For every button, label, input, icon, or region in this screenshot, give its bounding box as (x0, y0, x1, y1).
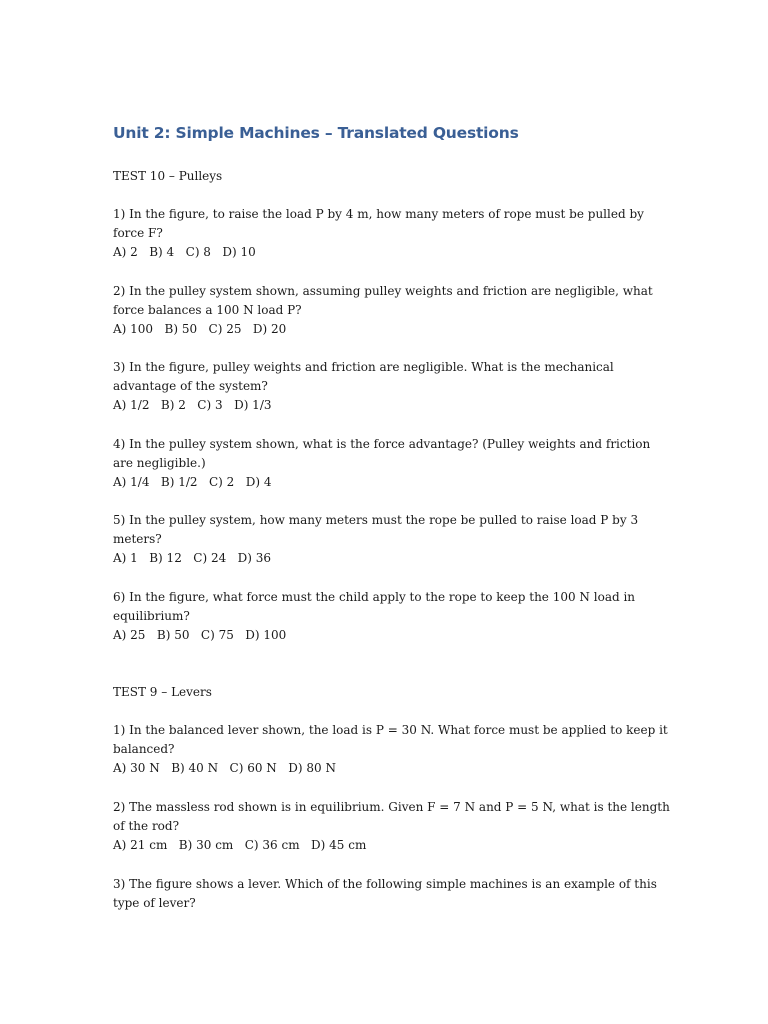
question-pulleys-5 (113, 511, 673, 568)
question-levers-2 (113, 798, 673, 855)
question-text: 3) In the figure, pulley weights and friction are negligible. What is the mechanical advantage of the system? (113, 360, 614, 393)
answer-options: A) 100 B) 50 C) 25 D) 20 (113, 322, 287, 336)
document-title: Unit 2: Simple Machines – Translated Questions (113, 124, 519, 142)
answer-options: A) 1/2 B) 2 C) 3 D) 1/3 (113, 398, 272, 412)
question-levers-3 (113, 875, 673, 913)
answer-options: A) 1 B) 12 C) 24 D) 36 (113, 551, 272, 565)
question-text: 4) In the pulley system shown, what is the force advantage? (Pulley weights and friction are negligible.) (113, 437, 651, 470)
question-levers-1 (113, 721, 673, 778)
answer-options: A) 1/4 B) 1/2 C) 2 D) 4 (113, 475, 272, 489)
question-text: 5) In the pulley system, how many meters must the rope be pulled to raise load P by 3 meters? (113, 513, 639, 546)
answer-options: A) 25 B) 50 C) 75 D) 100 (113, 628, 287, 642)
question-pulleys-1 (113, 205, 673, 262)
section-heading-levers: TEST 9 – Levers (113, 685, 212, 699)
question-pulleys-3 (113, 358, 673, 415)
question-pulleys-2 (113, 282, 673, 339)
question-text: 1) In the figure, to raise the load P by 4 m, how many meters of rope must be pulled by force F? (113, 207, 644, 240)
question-text: 2) The massless rod shown is in equilibrium. Given F = 7 N and P = 5 N, what is the length of the rod? (113, 800, 670, 833)
question-text: 1) In the balanced lever shown, the load is P = 30 N. What force must be applied to keep it balanced? (113, 723, 668, 756)
answer-options: A) 21 cm B) 30 cm C) 36 cm D) 45 cm (113, 838, 367, 852)
question-text: 3) The figure shows a lever. Which of the following simple machines is an example of this type of lever? (113, 877, 657, 910)
question-text: 2) In the pulley system shown, assuming pulley weights and friction are negligible, what force balances a 100 N load P? (113, 284, 653, 317)
question-pulleys-4 (113, 435, 673, 492)
answer-options: A) 2 B) 4 C) 8 D) 10 (113, 245, 256, 259)
answer-options: A) 30 N B) 40 N C) 60 N D) 80 N (113, 761, 336, 775)
section-heading-pulleys: TEST 10 – Pulleys (113, 169, 223, 183)
question-text: 6) In the figure, what force must the child apply to the rope to keep the 100 N load in equilibrium? (113, 590, 636, 623)
question-pulleys-6 (113, 588, 673, 645)
